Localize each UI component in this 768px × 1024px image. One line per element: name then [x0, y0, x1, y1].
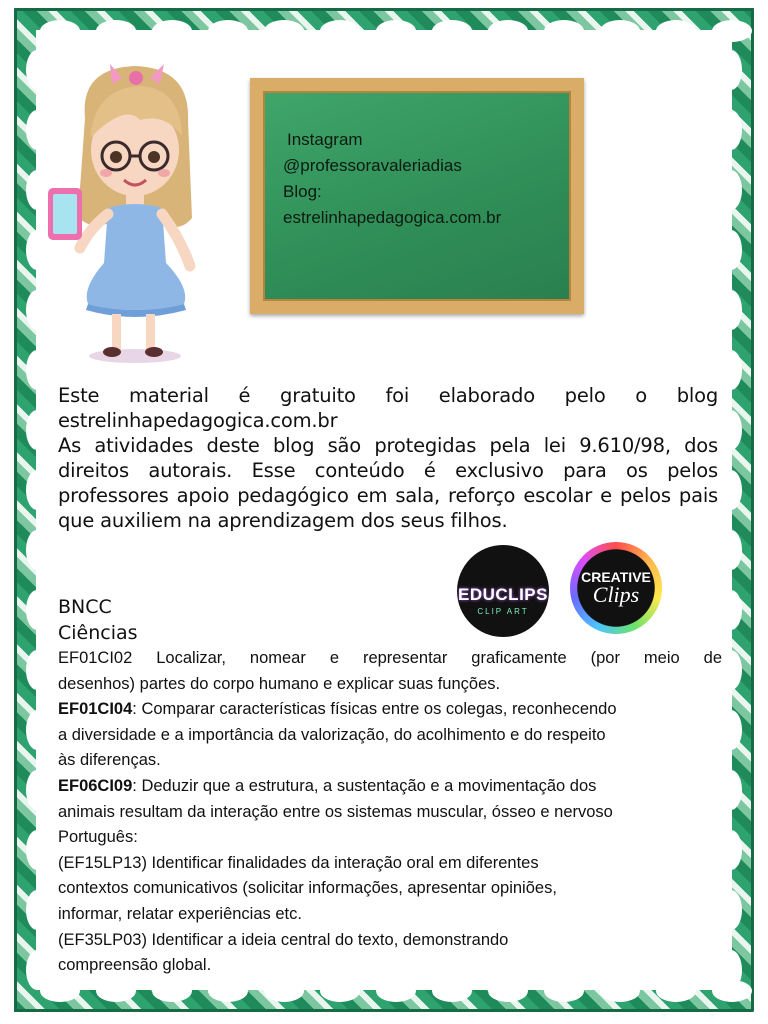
educlips-logo-text: EDUCLIPS	[458, 584, 548, 604]
ef01ci04-text: : Comparar características físicas entre os colegas, reconhecendo	[132, 700, 617, 719]
intro-line-2: estrelinhapedagogica.com.br	[58, 409, 338, 432]
frame-scallop	[544, 20, 584, 42]
frame-scallop	[656, 20, 696, 42]
instagram-label: Instagram	[287, 130, 363, 149]
ef15lp13-line-2: contextos comunicativos (solicitar informações, apresentar opiniões,	[58, 879, 557, 898]
frame-scallop	[320, 20, 360, 42]
frame-scallop	[26, 770, 48, 810]
blog-label: Blog:	[283, 182, 322, 201]
frame-scallop	[152, 20, 192, 42]
frame-scallop	[544, 980, 584, 1002]
frame-scallop	[264, 980, 304, 1002]
frame-scallop	[26, 470, 48, 510]
frame-scallop	[600, 980, 640, 1002]
frame-scallop	[720, 830, 742, 870]
frame-scallop	[376, 980, 416, 1002]
ef35lp03-line-1: (EF35LP03) Identificar a ideia central do texto, demonstrando	[58, 930, 509, 949]
chalkboard-text	[283, 127, 501, 231]
ef01ci04-line-2: a diversidade e a importância da valorização, do acolhimento e do respeito	[58, 725, 606, 744]
ef01ci04-line-1	[58, 697, 722, 723]
chalkboard	[250, 78, 584, 314]
frame-scallop	[376, 20, 416, 42]
frame-scallop	[26, 410, 48, 450]
frame-scallop	[720, 590, 742, 630]
frame-scallop	[432, 20, 472, 42]
frame-scallop	[488, 20, 528, 42]
frame-scallop	[26, 890, 48, 930]
frame-scallop	[720, 350, 742, 390]
frame-scallop	[152, 980, 192, 1002]
frame-scallop	[208, 980, 248, 1002]
frame-scallop	[720, 530, 742, 570]
blog-url: estrelinhapedagogica.com.br	[283, 208, 502, 227]
frame-scallop	[26, 590, 48, 630]
frame-scallop	[26, 950, 48, 990]
frame-scallop	[26, 830, 48, 870]
frame-scallop	[720, 50, 742, 90]
ef01ci02-line-1: EF01CI02 Localizar, nomear e representar graficamente (por meio de	[58, 649, 722, 667]
frame-scallop	[264, 20, 304, 42]
intro-text	[58, 383, 718, 533]
ef01ci02-line-2: desenhos) partes do corpo humano e explicar suas funções.	[58, 674, 501, 693]
frame-scallop	[40, 20, 80, 42]
frame-scallop	[96, 980, 136, 1002]
creative-clips-logo-text: CREATIVE	[581, 569, 651, 585]
ef15lp13-line-1: (EF15LP13) Identificar finalidades da interação oral em diferentes	[58, 853, 539, 872]
frame-scallop	[488, 980, 528, 1002]
frame-scallop	[720, 650, 742, 690]
frame-scallop	[26, 530, 48, 570]
ef01ci04-code: EF01CI04	[58, 700, 133, 719]
frame-scallop	[208, 20, 248, 42]
frame-scallop	[26, 650, 48, 690]
ef06ci09-text: : Deduzir que a estrutura, a sustentação e a movimentação dos	[132, 776, 597, 795]
frame-scallop	[600, 20, 640, 42]
ef35lp03-line-2: compreensão global.	[58, 956, 212, 975]
creative-clips-logo-subtext: Clips	[592, 582, 640, 607]
ef06ci09-line-1	[58, 774, 722, 800]
frame-scallop	[40, 980, 80, 1002]
frame-scallop	[720, 170, 742, 210]
frame-scallop	[720, 890, 742, 930]
frame-scallop	[712, 20, 752, 42]
frame-scallop	[96, 20, 136, 42]
bncc-section	[58, 594, 722, 979]
ef06ci09-code: EF06CI09	[58, 776, 133, 795]
ef01ci04-line-3: às diferenças.	[58, 751, 161, 770]
frame-scallop	[320, 980, 360, 1002]
educlips-logo-subtext: CLIP ART	[477, 606, 529, 616]
subject-portugues: Português:	[58, 828, 138, 847]
instagram-handle: @professoravaleriadias	[283, 156, 462, 175]
intro-line-1: Este material é gratuito foi elaborado pelo o blog	[58, 384, 718, 407]
frame-scallop	[720, 110, 742, 150]
frame-scallop	[720, 230, 742, 270]
teacher-illustration	[40, 58, 230, 368]
frame-scallop	[656, 980, 696, 1002]
frame-scallop	[26, 710, 48, 750]
frame-scallop	[720, 950, 742, 990]
frame-scallop	[720, 410, 742, 450]
subject-ciencias: Ciências	[58, 622, 138, 644]
frame-scallop	[720, 470, 742, 510]
bncc-title: BNCC	[58, 596, 112, 618]
copyright-paragraph: As atividades deste blog são protegidas pela lei 9.610/98, dos direitos autorais. Esse conteúdo é exclusivo para os pelos professores apoio pedagógico em sala, reforço escolar e pelos pais que auxiliem na aprendizagem dos seus filhos.	[58, 434, 718, 532]
ef15lp13-line-3: informar, relatar experiências etc.	[58, 904, 302, 923]
frame-scallop	[720, 710, 742, 750]
frame-scallop	[432, 980, 472, 1002]
ef06ci09-line-2: animais resultam da interação entre os sistemas muscular, ósseo e nervoso	[58, 802, 613, 821]
frame-scallop	[720, 770, 742, 810]
frame-scallop	[720, 290, 742, 330]
